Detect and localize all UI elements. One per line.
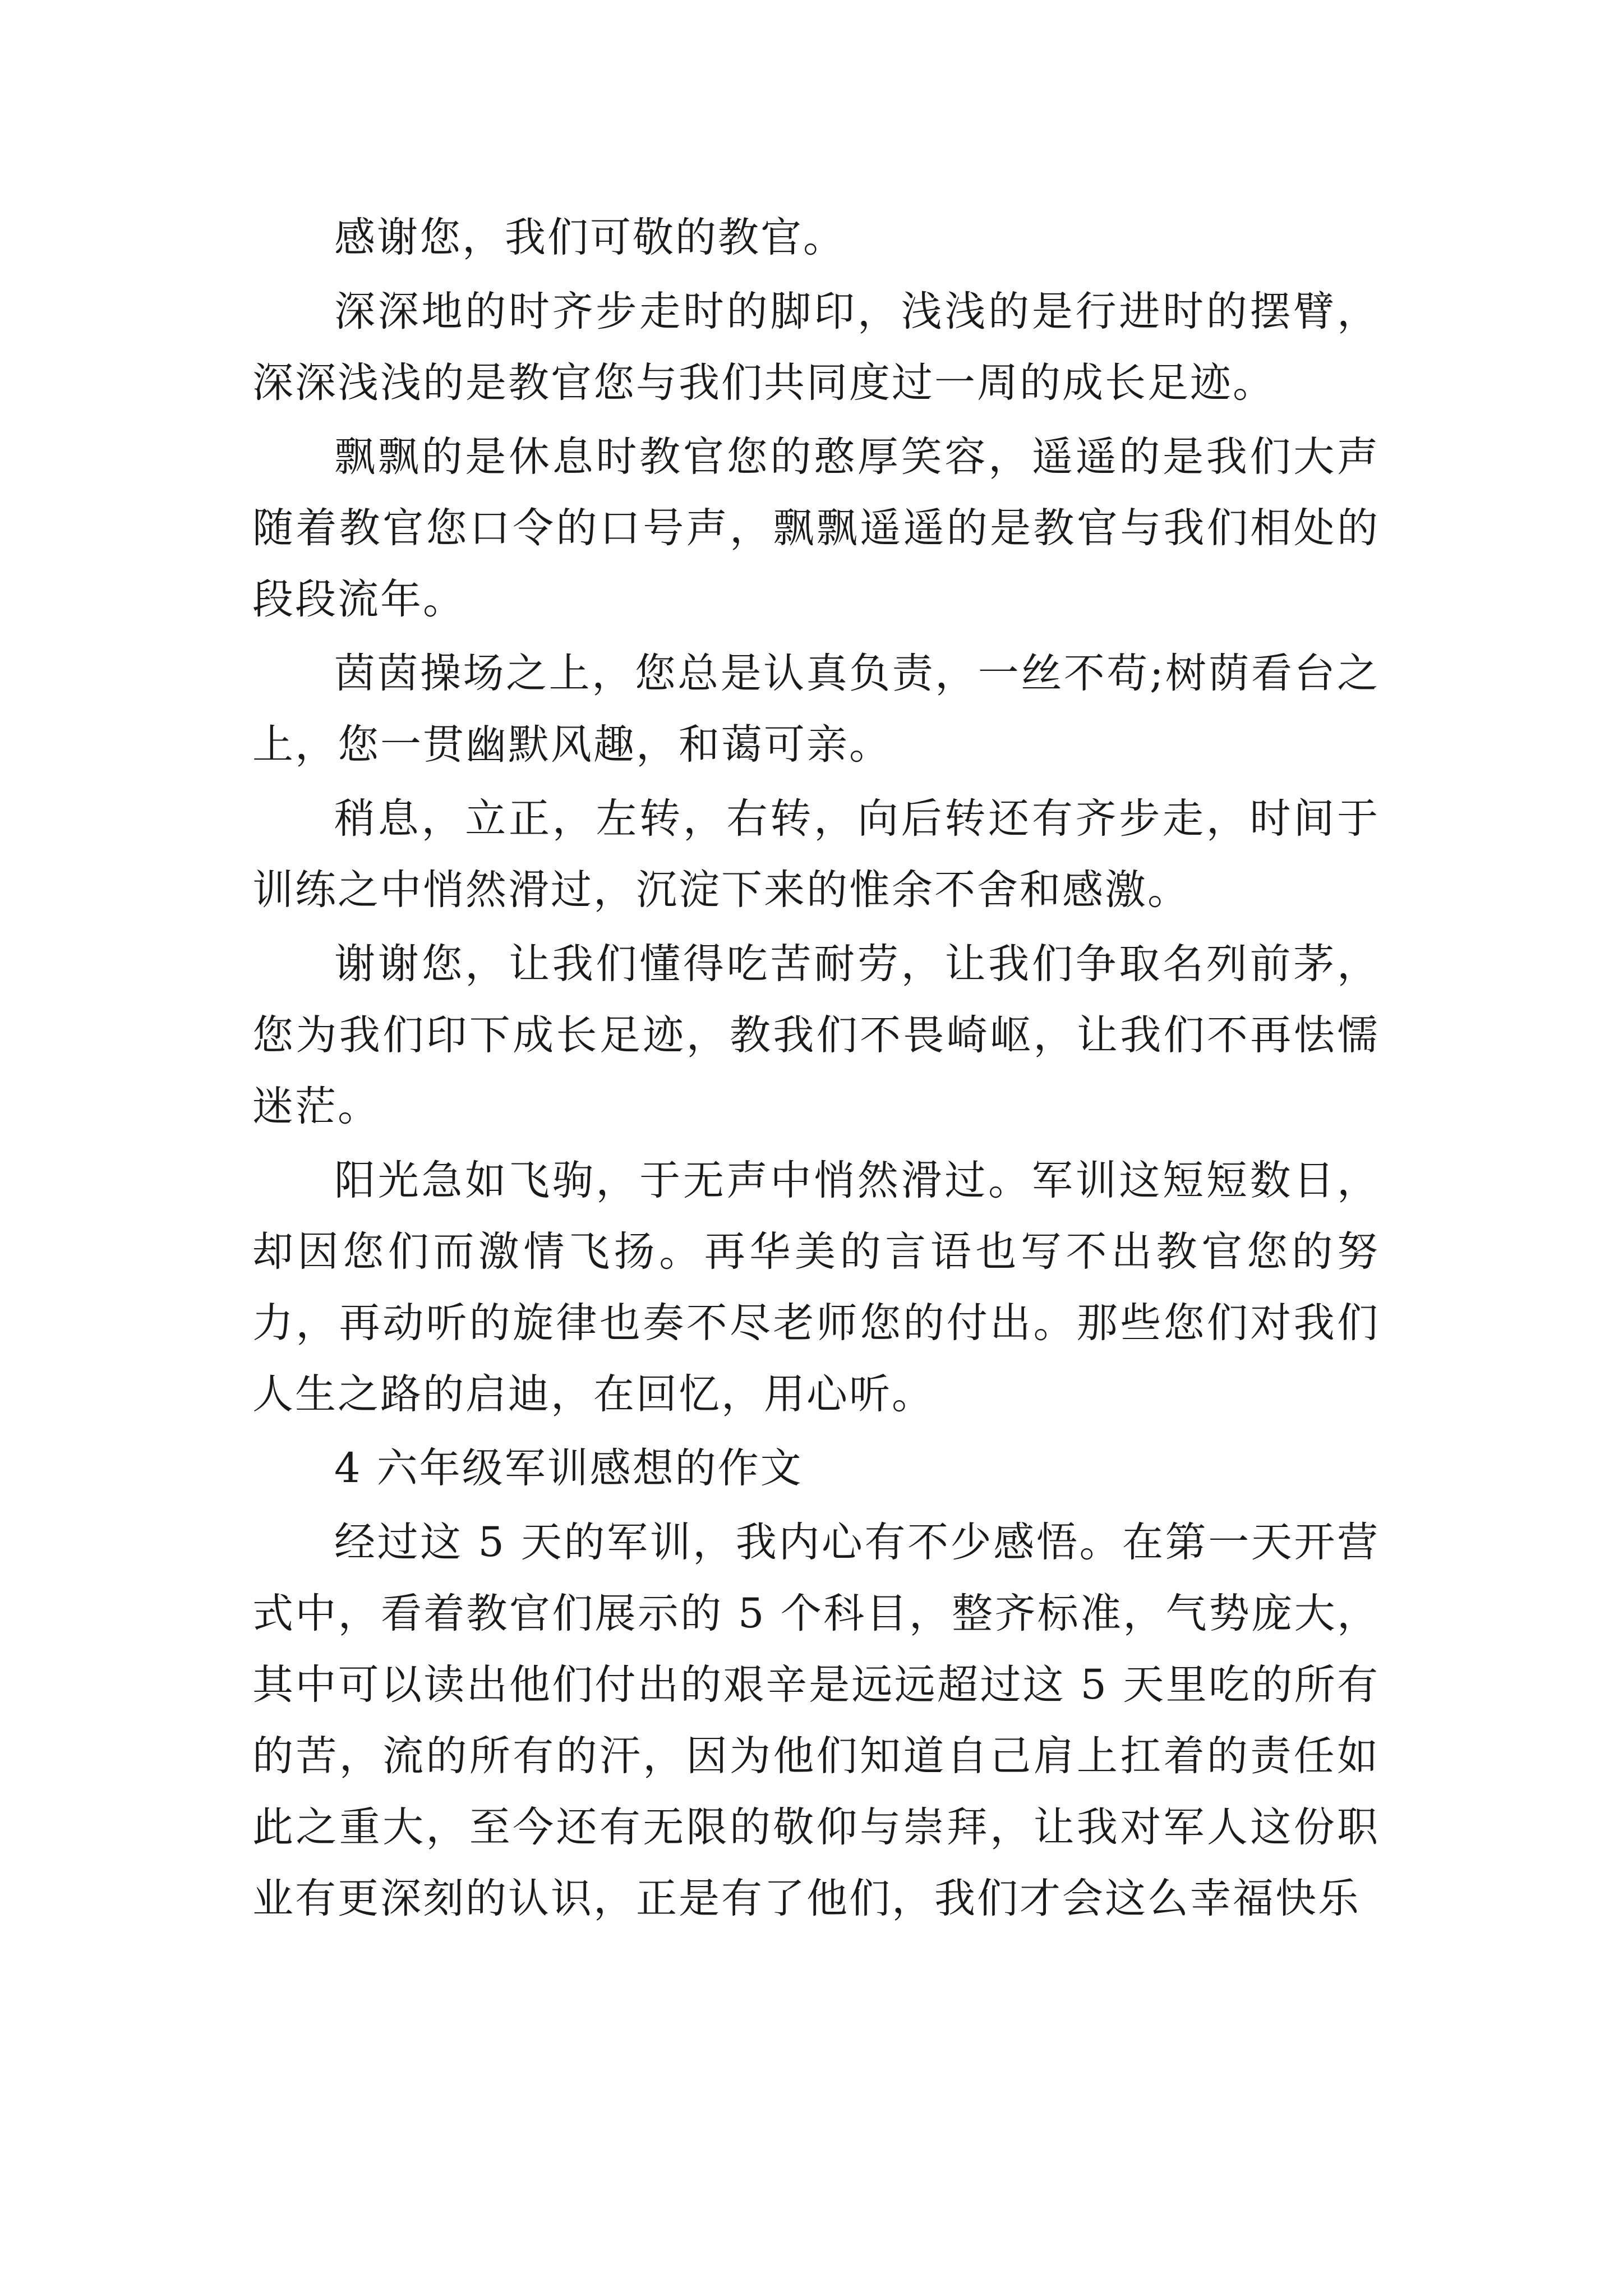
paragraph: 深深地的时齐步走时的脚印，浅浅的是行进时的摆臂，深深浅浅的是教官您与我们共同度过一周的成长足迹。 [252,288,1380,407]
paragraph: 谢谢您，让我们懂得吃苦耐劳，让我们争取名列前茅，您为我们印下成长足迹，教我们不畏崎岖，让我们不再怯懦迷茫。 [252,940,1380,1130]
paragraph: 阳光急如飞驹，于无声中悄然滑过。军训这短短数日，却因您们而激情飞扬。再华美的言语也写不出教官您的努力，再动听的旋律也奏不尽老师您的付出。那些您们对我们人生之路的启迪，在回忆，用心听。 [252,1157,1380,1418]
paragraph: 感谢您，我们可敬的教官。 [334,214,846,261]
paragraph: 茵茵操场之上，您总是认真负责，一丝不苟;树荫看台之上，您一贯幽默风趣，和蔼可亲。 [252,650,1380,769]
section-heading: 4 六年级军训感想的作文 [334,1444,803,1492]
paragraph: 飘飘的是休息时教官您的憨厚笑容，遥遥的是我们大声随着教官您口令的口号声，飘飘遥遥的是教官与我们相处的段段流年。 [252,433,1380,623]
paragraph: 经过这 5 天的军训，我内心有不少感悟。在第一天开营式中，看着教官们展示的 5 个科目，整齐标准，气势庞大，其中可以读出他们付出的艰辛是远远超过这 5 天里吃的所有的苦，流的所有的汗，因为他们知道自己肩上扛着的责任如此之重大，至今还有无限的敬仰与崇拜，让我对军人这份职业有更深刻的认识，正是有了他们，我们才会这么幸福快乐 [252,1519,1380,1922]
document-body [252,202,1380,1937]
paragraph: 稍息，立正，左转，右转，向后转还有齐步走，时间于训练之中悄然滑过，沉淀下来的惟余不舍和感激。 [252,795,1380,914]
